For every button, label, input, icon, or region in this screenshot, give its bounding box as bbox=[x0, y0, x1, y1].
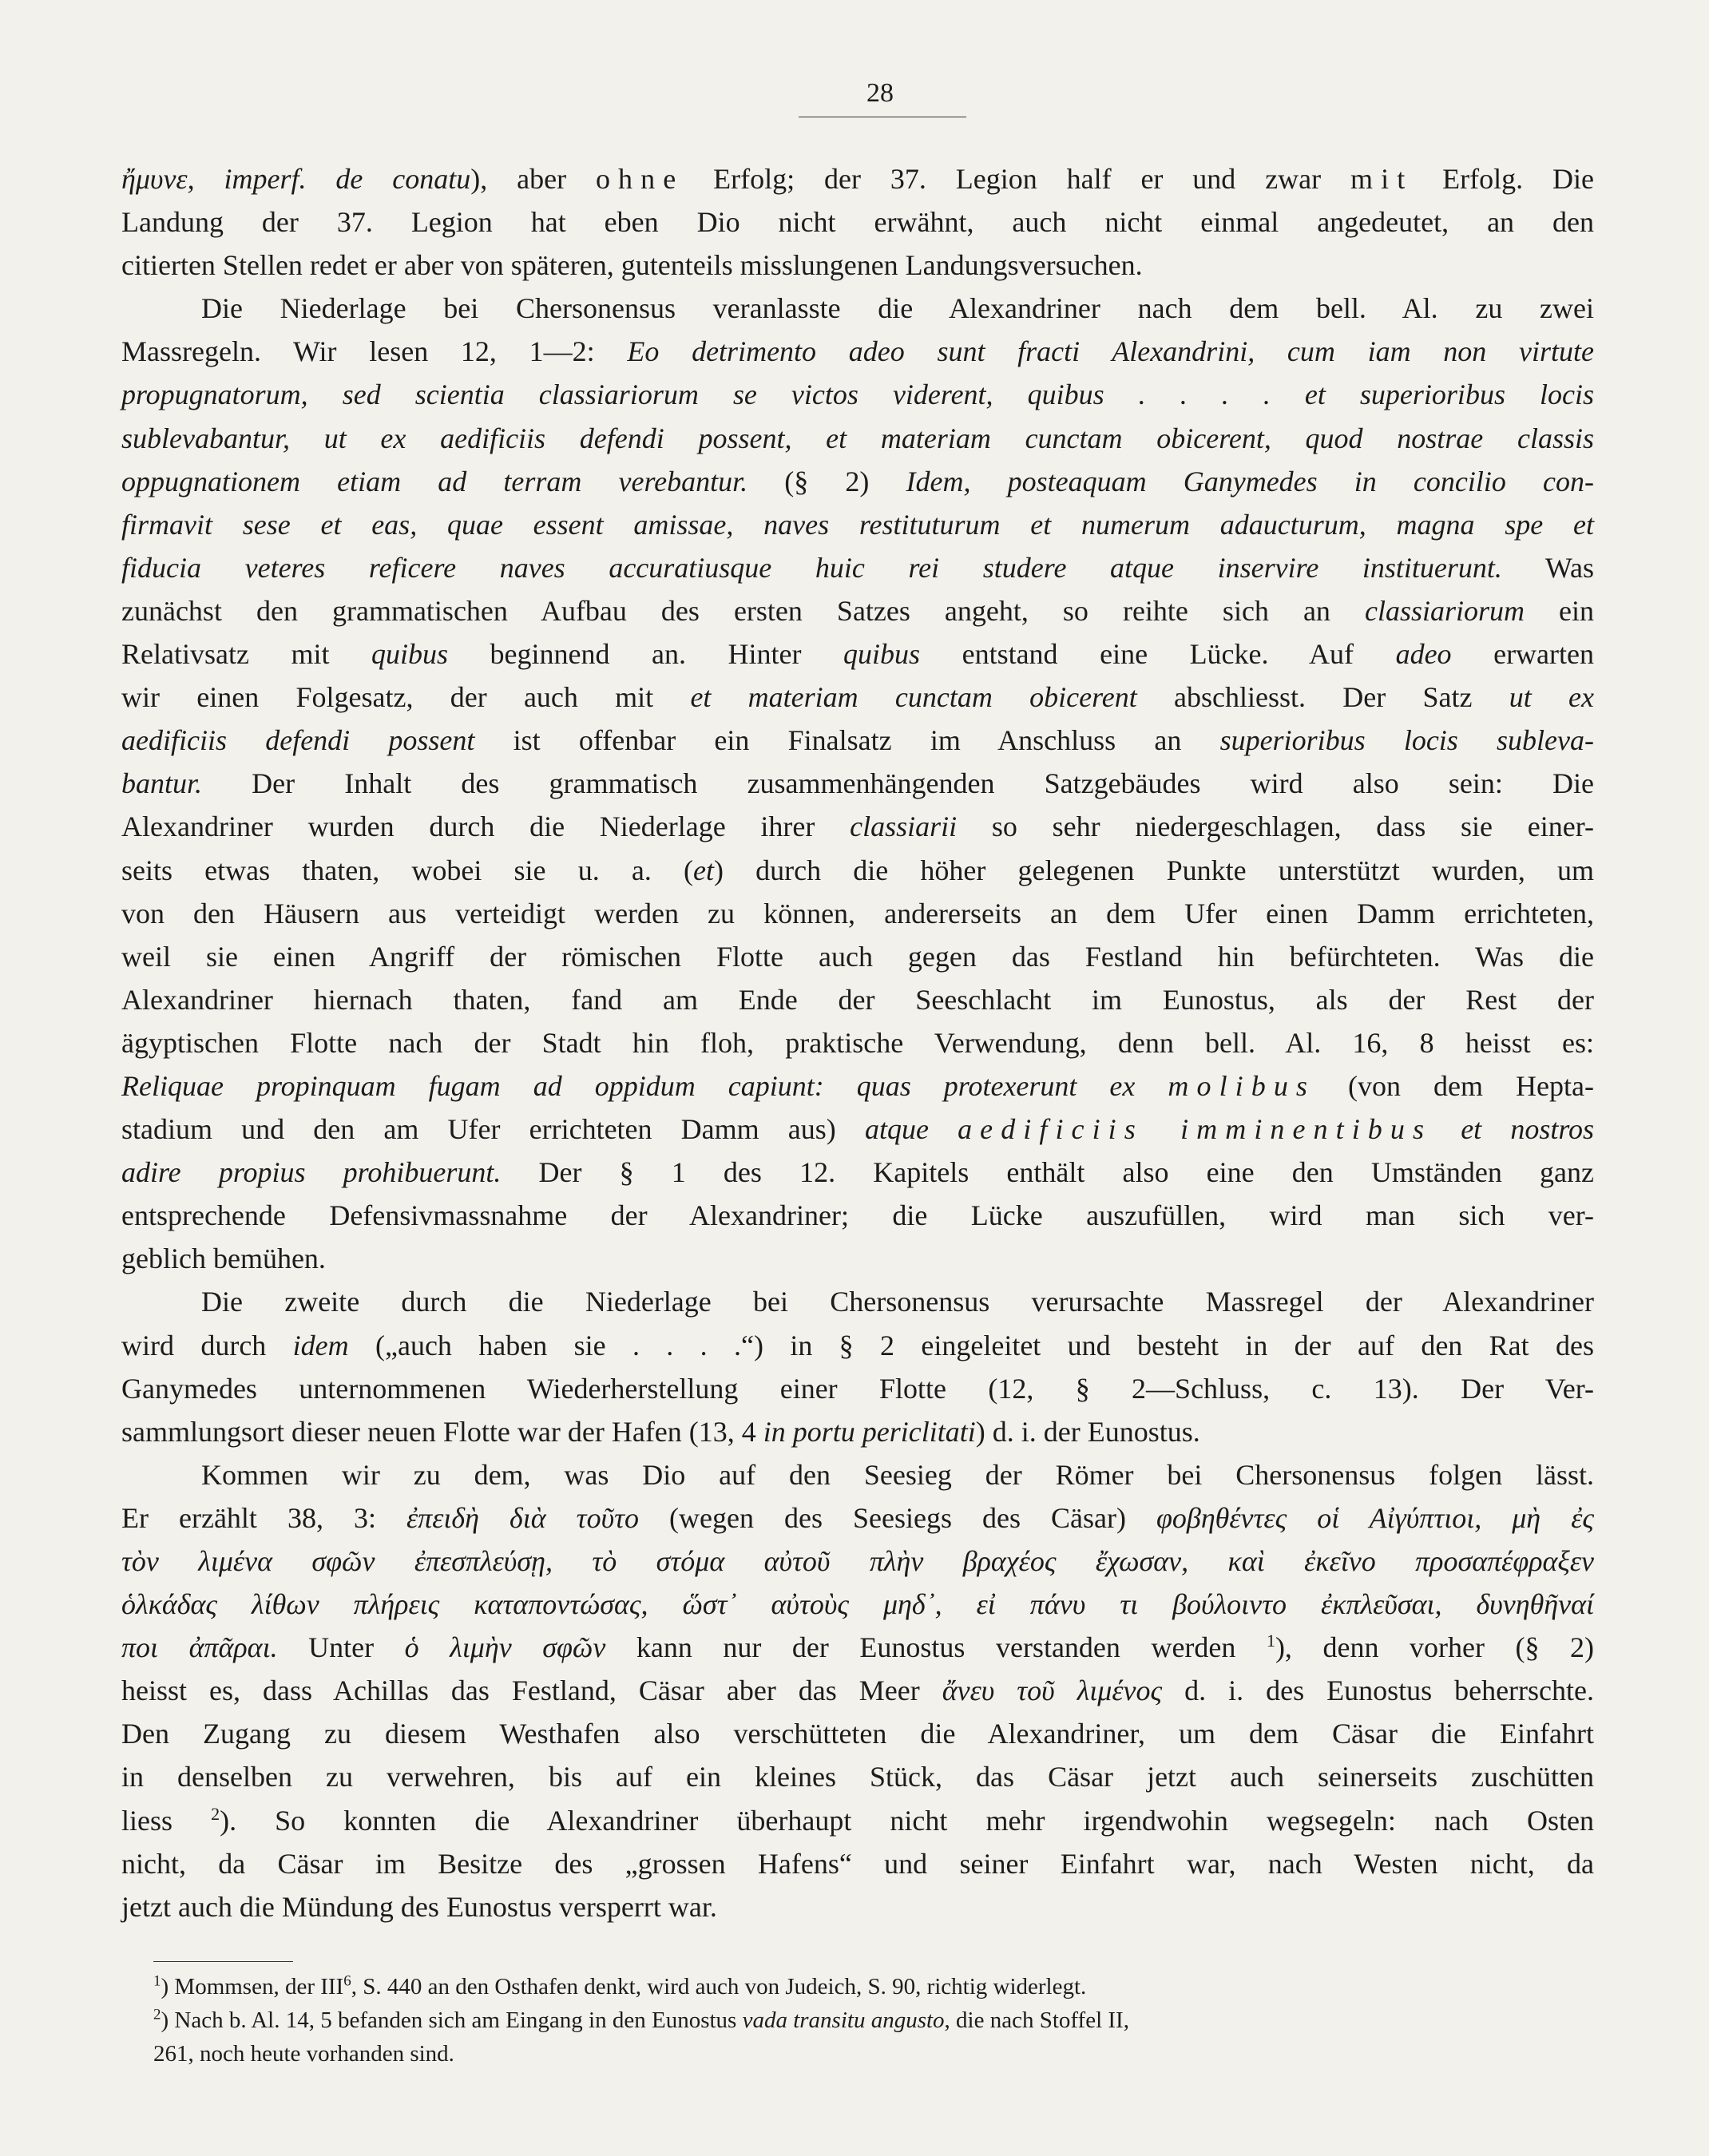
footnote-ref: 2 bbox=[153, 2006, 161, 2023]
text-line bbox=[121, 1194, 1594, 1237]
text-run: wird durch bbox=[121, 1329, 293, 1361]
text-line bbox=[121, 1064, 1594, 1108]
text-run: so sehr niedergeschlagen, dass sie einer- bbox=[957, 810, 1594, 843]
emphasis-run: Reliquae propinquam fugam ad oppidum capiunt: quas protexerunt ex bbox=[121, 1069, 1168, 1102]
footnote-ref: 1 bbox=[153, 1972, 161, 1990]
footnotes bbox=[153, 1970, 1594, 2071]
emphasis-run: Eo detrimento adeo sunt fracti Alexandrini, cum iam non virtute bbox=[627, 335, 1594, 368]
footnote-line bbox=[153, 2037, 1594, 2071]
text-run: ) d. i. der Eunostus. bbox=[975, 1415, 1200, 1448]
text-line bbox=[121, 200, 1594, 244]
text-run: , S. 440 an den Osthafen denkt, wird auch von Judeich, S. 90, richtig widerlegt. bbox=[351, 1974, 1087, 1999]
text-run: abschliesst. Der Satz bbox=[1136, 681, 1509, 714]
text-line bbox=[121, 1496, 1594, 1540]
text-run: Was bbox=[1501, 551, 1594, 584]
emphasis-run: aedificiis defendi possent bbox=[121, 724, 475, 757]
emphasis-run: ἤμυνε, imperf. de conatu bbox=[121, 163, 471, 195]
emphasis-run: propugnatorum, sed scientia classiariorum se victos viderent, quibus . . . . et superioribus locis bbox=[121, 378, 1594, 411]
text-run: erwarten bbox=[1451, 638, 1595, 671]
emphasis-run: superioribus locis subleva- bbox=[1219, 724, 1595, 757]
text-line bbox=[121, 805, 1594, 848]
text-line bbox=[121, 632, 1594, 676]
text-run: Der Inhalt des grammatisch zusammenhängenden Satzgebäudes wird also sein: Die bbox=[202, 767, 1594, 800]
text-line bbox=[121, 1453, 1594, 1496]
text-run: weil sie einen Angriff der römischen Flotte auch gegen das Festland hin befürchteten. Was die bbox=[121, 940, 1594, 973]
text-line bbox=[121, 935, 1594, 978]
text-run: nicht, da Cäsar im Besitze des „grossen Hafens“ und seiner Einfahrt war, nach Westen nicht, da bbox=[121, 1847, 1594, 1880]
text-run: Ganymedes unternommenen Wiederherstellung einer Flotte (12, § 2—Schluss, c. 13). Der Ver- bbox=[121, 1372, 1594, 1405]
text-run: 261, noch heute vorhanden sind. bbox=[153, 2041, 454, 2067]
text-run: liess bbox=[121, 1804, 212, 1837]
emphasis-run: ἐπειδὴ διὰ τοῦτο bbox=[406, 1501, 639, 1534]
emphasis-run: quibus bbox=[371, 638, 449, 671]
text-run: Landung der 37. Legion hat eben Dio nicht erwähnt, auch nicht einmal angedeutet, an den bbox=[121, 206, 1594, 239]
text-line bbox=[121, 676, 1594, 719]
text-line bbox=[121, 244, 1594, 287]
text-run: entsprechende Defensivmassnahme der Alexandriner; die Lücke auszufüllen, wird man sich ver- bbox=[121, 1199, 1594, 1232]
main-text bbox=[121, 157, 1594, 1928]
emphasis-run: bantur. bbox=[121, 767, 203, 800]
text-line bbox=[121, 417, 1594, 460]
text-line bbox=[121, 978, 1594, 1021]
emphasis-run: et nostros bbox=[1432, 1113, 1595, 1146]
emphasis-run: adeo bbox=[1395, 638, 1452, 671]
emphasis-run: ohne bbox=[595, 163, 684, 195]
text-line bbox=[121, 546, 1594, 589]
text-line bbox=[121, 503, 1594, 546]
text-run: Die Niederlage bei Chersonensus veranlasste die Alexandriner nach dem bell. Al. zu zwei bbox=[201, 292, 1594, 325]
text-run: (von dem Hepta- bbox=[1315, 1069, 1594, 1102]
emphasis-run: et bbox=[692, 854, 714, 886]
text-run: sammlungsort dieser neuen Flotte war der Hafen (13, 4 bbox=[121, 1415, 763, 1448]
emphasis-run: aedificiis imminentibus bbox=[958, 1113, 1433, 1146]
footnote-line bbox=[153, 2003, 1594, 2037]
text-line bbox=[121, 1324, 1594, 1367]
text-run: Die zweite durch die Niederlage bei Chersonensus verursachte Massregel der Alexandriner bbox=[201, 1286, 1594, 1318]
text-line bbox=[121, 849, 1594, 892]
text-line bbox=[121, 1237, 1594, 1280]
emphasis-run: vada transitu angusto bbox=[742, 2007, 945, 2033]
text-line bbox=[121, 1108, 1594, 1151]
emphasis-run: molibus bbox=[1168, 1069, 1315, 1102]
emphasis-run: ut ex bbox=[1509, 681, 1594, 714]
text-line bbox=[121, 1842, 1594, 1885]
emphasis-run: ποι ἀπᾶραι. bbox=[121, 1631, 278, 1664]
text-run: d. i. des Eunostus beherrschte. bbox=[1162, 1674, 1594, 1707]
text-line bbox=[121, 1583, 1594, 1626]
text-run: Erfolg. Die bbox=[1413, 163, 1594, 195]
text-run: ) Mommsen, der III bbox=[161, 1974, 344, 1999]
text-line bbox=[121, 1367, 1594, 1410]
emphasis-run: ὁλκάδας λίθων πλήρεις καταποντώσας, ὥστ᾽ αὐτοὺς μηδ᾽, εἰ πάνυ τι βούλοιντο ἐκπλεῦσαι, δυνηθῆναί bbox=[121, 1588, 1594, 1621]
footnote-ref: 6 bbox=[343, 1972, 351, 1990]
text-line bbox=[121, 892, 1594, 935]
text-line bbox=[121, 1151, 1594, 1194]
text-line bbox=[121, 1799, 1594, 1842]
emphasis-run: sublevabantur, ut ex aedificiis defendi possent, et materiam cunctam obicerent, quod nostrae classis bbox=[121, 422, 1594, 454]
text-run: Relativsatz mit bbox=[121, 638, 372, 671]
text-line bbox=[121, 719, 1594, 762]
text-run: ) durch die höher gelegenen Punkte unterstützt wurden, um bbox=[713, 854, 1594, 886]
text-run: Er erzählt 38, 3: bbox=[121, 1501, 406, 1534]
text-run: ein bbox=[1525, 594, 1595, 627]
text-line bbox=[121, 1410, 1594, 1453]
emphasis-run: φοβηθέντες οἱ Αἰγύπτιοι, μὴ ἐς bbox=[1156, 1501, 1594, 1534]
text-run: Kommen wir zu dem, was Dio auf den Seesieg der Römer bei Chersonensus folgen lässt. bbox=[201, 1458, 1594, 1491]
text-run: ägyptischen Flotte nach der Stadt hin floh, praktische Verwendung, denn bell. Al. 16, 8 heisst es: bbox=[121, 1026, 1594, 1059]
emphasis-run: ἄνευ τοῦ λιμένος bbox=[942, 1674, 1163, 1707]
text-run: („auch haben sie . . . .“) in § 2 eingeleitet und besteht in der auf den Rat des bbox=[348, 1329, 1594, 1361]
text-run: in denselben zu verwehren, bis auf ein kleines Stück, das Cäsar jetzt auch seinerseits zuschütten bbox=[121, 1761, 1594, 1793]
text-line bbox=[121, 1280, 1594, 1323]
emphasis-run: atque bbox=[864, 1113, 958, 1146]
text-run: Alexandriner hiernach thaten, fand am Ende der Seeschlacht im Eunostus, als der Rest der bbox=[121, 983, 1594, 1016]
text-run: seits etwas thaten, wobei sie u. a. ( bbox=[121, 854, 693, 886]
text-run: von den Häusern aus verteidigt werden zu können, andererseits an dem Ufer einen Damm errichteten, bbox=[121, 897, 1594, 929]
emphasis-run: τὸν λιμένα σφῶν ἐπεσπλεύσῃ, τὸ στόμα αὐτοῦ πλὴν βραχέος ἔχωσαν, καὶ ἐκεῖνο προσαπέφραξεν bbox=[121, 1545, 1594, 1577]
text-run: stadium und den am Ufer errichteten Damm aus) bbox=[121, 1113, 865, 1146]
text-run: ). So konnten die Alexandriner überhaupt nicht mehr irgendwohin wegsegeln: nach Osten bbox=[220, 1804, 1594, 1837]
text-line bbox=[121, 460, 1594, 503]
footnote-ref: 2 bbox=[211, 1803, 220, 1824]
emphasis-run: classiarii bbox=[850, 810, 958, 843]
emphasis-run: classiariorum bbox=[1364, 594, 1525, 627]
text-run: geblich bemühen. bbox=[121, 1242, 326, 1275]
page-number: 28 bbox=[866, 78, 894, 108]
emphasis-run: idem bbox=[292, 1329, 349, 1361]
text-run: , die nach Stoffel II, bbox=[944, 2007, 1129, 2033]
emphasis-run: et materiam cunctam obicerent bbox=[690, 681, 1137, 714]
text-run: ), aber bbox=[470, 163, 596, 195]
text-run: ), denn vorher (§ 2) bbox=[1275, 1631, 1595, 1664]
text-line bbox=[121, 762, 1594, 805]
text-line bbox=[121, 1712, 1594, 1755]
text-run: heisst es, dass Achillas das Festland, Cäsar aber das Meer bbox=[121, 1674, 942, 1707]
footnote-ref: 1 bbox=[1266, 1631, 1275, 1651]
text-line bbox=[121, 1669, 1594, 1712]
text-line bbox=[121, 1540, 1594, 1583]
emphasis-run: adire propius prohibuerunt. bbox=[121, 1156, 502, 1189]
text-run: zunächst den grammatischen Aufbau des ersten Satzes angeht, so reihte sich an bbox=[121, 594, 1365, 627]
text-line bbox=[121, 1626, 1594, 1669]
text-run: Massregeln. Wir lesen 12, 1—2: bbox=[121, 335, 628, 368]
text-run: Alexandriner wurden durch die Niederlage ihrer bbox=[121, 810, 851, 843]
text-line bbox=[121, 373, 1594, 416]
text-run: kann nur der Eunostus verstanden werden bbox=[605, 1631, 1267, 1664]
emphasis-run: ὁ λιμὴν σφῶν bbox=[404, 1631, 606, 1664]
text-run: Erfolg; der 37. Legion half er und zwar bbox=[684, 163, 1351, 195]
emphasis-run: firmavit sese et eas, quae essent amissae, naves restituturum et numerum adaucturum, magna spe et bbox=[121, 508, 1594, 541]
text-run: (wegen des Seesiegs des Cäsar) bbox=[638, 1501, 1156, 1534]
text-line bbox=[121, 1885, 1594, 1928]
text-run: wir einen Folgesatz, der auch mit bbox=[121, 681, 691, 714]
text-run: ist offenbar ein Finalsatz im Anschluss an bbox=[474, 724, 1220, 757]
text-line bbox=[121, 589, 1594, 632]
footnote-rule bbox=[153, 1961, 293, 1962]
text-line bbox=[121, 1755, 1594, 1798]
emphasis-run: Idem, posteaquam Ganymedes in concilio con- bbox=[906, 465, 1594, 497]
emphasis-run: oppugnationem etiam ad terram verebantur. bbox=[121, 465, 748, 497]
emphasis-run: in portu periclitati bbox=[763, 1415, 976, 1448]
emphasis-run: mit bbox=[1350, 163, 1414, 195]
text-line bbox=[121, 157, 1594, 200]
text-run: Der § 1 des 12. Kapitels enthält also eine den Umständen ganz bbox=[501, 1156, 1594, 1189]
text-run: jetzt auch die Mündung des Eunostus versperrt war. bbox=[121, 1890, 717, 1923]
text-run: (§ 2) bbox=[747, 465, 906, 497]
text-run: Unter bbox=[277, 1631, 405, 1664]
footnote-line bbox=[153, 1970, 1594, 2003]
emphasis-run: quibus bbox=[843, 638, 921, 671]
text-run: Den Zugang zu diesem Westhafen also verschütteten die Alexandriner, um dem Cäsar die Einfahrt bbox=[121, 1718, 1594, 1750]
text-run: beginnend an. Hinter bbox=[448, 638, 844, 671]
emphasis-run: fiducia veteres reficere naves accuratiusque huic rei studere atque inservire instituerunt. bbox=[121, 551, 1502, 584]
text-run: ) Nach b. Al. 14, 5 befanden sich am Eingang in den Eunostus bbox=[161, 2007, 743, 2033]
text-line bbox=[121, 287, 1594, 330]
text-line bbox=[121, 330, 1594, 373]
text-run: entstand eine Lücke. Auf bbox=[920, 638, 1396, 671]
text-run: citierten Stellen redet er aber von späteren, gutenteils misslungenen Landungsversuchen. bbox=[121, 249, 1143, 282]
text-line bbox=[121, 1021, 1594, 1064]
